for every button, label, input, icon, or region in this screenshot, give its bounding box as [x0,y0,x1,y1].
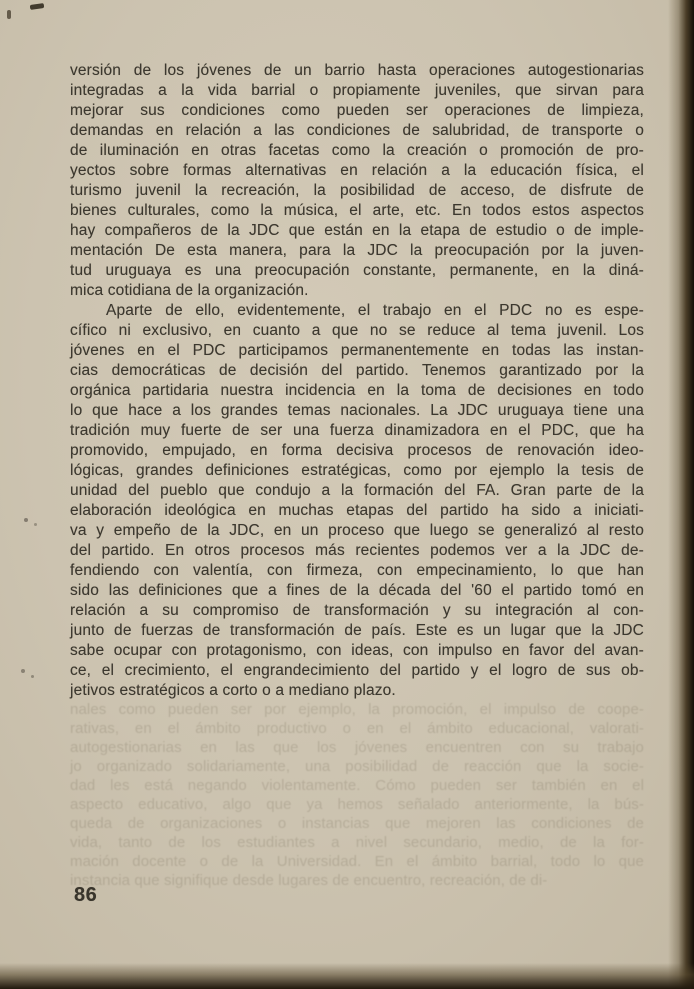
text-line: cias democráticas de decisión del partido. Tenemos garantizado por la [70,362,644,379]
body-text [70,61,644,701]
paragraph [70,301,644,701]
text-line: mica cotidiana de la organización. [70,282,309,299]
text-line: rativas, en el ámbito productivo o en el ámbito educacional, valorati- [70,720,644,737]
bottom-page-edge-shadow [0,963,694,989]
text-line: sido las definiciones que a fines de la década del '60 el partido tomó en [70,582,644,599]
text-line: turismo juvenil la recreación, la posibilidad de acceso, de disfrute de [70,182,644,199]
text-line: de iluminación en otras facetas como la creación o promoción de pro- [70,142,644,159]
text-line: cífico ni exclusivo, en cuanto a que no se reduce al tema juvenil. Los [70,322,644,339]
text-line: relación a su compromiso de transformación y su integración al con- [70,602,644,619]
paragraph [70,61,644,301]
text-line: lógicas, grandes definiciones estratégicas, como por ejemplo la tesis de [70,462,644,479]
text-line: instancia que signifique desde lugares de encuentro, recreación, de di- [70,872,548,889]
text-line: queda de organizaciones o instancias que mejoren las condiciones de [70,815,644,832]
text-line: demandas en relación a las condiciones de salubridad, de transporte o [70,122,644,139]
text-line: elaboración ideológica en muchas etapas del partido ha sido a iniciati- [70,502,644,519]
text-line: jetivos estratégicos a corto o a mediano plazo. [70,682,396,699]
text-line: unidad del pueblo que condujo a la formación del FA. Gran parte de la [70,482,644,499]
text-line: aspecto educativo, algo que ya hemos señalado anteriormente, la bús- [70,796,644,813]
page-number: 86 [74,884,98,906]
text-line: tud uruguaya es una preocupación constante, permanente, en la diná- [70,262,644,279]
text-line: sabe ocupar con protagonismo, con ideas, con impulso en favor del avan- [70,642,644,659]
ink-speck [21,669,25,673]
bleedthrough-text [70,700,644,890]
text-line: junto de fuerzas de transformación de país. Este es un lugar que la JDC [70,622,644,639]
text-line: va y empeño de la JDC, en un proceso que luego se generalizó al resto [70,522,644,539]
text-line: mejorar sus condiciones como pueden ser operaciones de limpieza, [70,102,644,119]
text-line: vida, tanto de los estudiantes a nivel secundario, medio, de la for- [70,834,644,851]
text-line: fendiendo con valentía, con firmeza, con empecinamiento, lo que han [70,562,644,579]
text-line: mentación De esta manera, para la JDC la preocupación por la juven- [70,242,644,259]
text-line: integradas a la vida barrial o propiamente juveniles, que sirvan para [70,82,644,99]
text-line: hay compañeros de la JDC que están en la etapa de estudio o de imple- [70,222,644,239]
text-line: autogestionarias en las que los jóvenes encuentren con su trabajo [70,739,644,756]
text-line: tradición muy fuerte de ser una fuerza dinamizadora en el PDC, que ha [70,422,644,439]
text-line: nales como pueden ser por ejemplo, la promoción, el impulso de coope- [70,701,644,718]
ink-speck [34,523,37,526]
text-line: promovido, empujado, en forma decisiva procesos de renovación ideo- [70,442,644,459]
ink-speck [24,518,28,522]
ink-speck-corner [7,10,11,19]
text-line: Aparte de ello, evidentemente, el trabajo en el PDC no es espe- [106,302,644,319]
text-line: jóvenes en el PDC participamos permanentemente en todas las instan- [70,342,644,359]
right-page-edge-shadow [668,0,694,989]
ink-mark-top [30,3,45,10]
text-line: bienes culturales, como la música, el arte, etc. En todos estos aspectos [70,202,644,219]
text-line: lo que hace a los grandes temas nacionales. La JDC uruguaya tiene una [70,402,644,419]
text-line: yectos sobre formas alternativas en relación a la educación física, el [70,162,644,179]
text-line: jo organizado solidariamente, una posibilidad de reacción que la socie- [70,758,644,775]
text-line: del partido. En otros procesos más recientes podemos ver a la JDC de- [70,542,644,559]
ink-speck [31,675,34,678]
text-line: ce, el crecimiento, el engrandecimiento del partido y el logro de sus ob- [70,662,644,679]
text-line: dad les está negando violentamente. Cómo pueden ser también en el [70,777,644,794]
text-line: orgánica partidaria nuestra incidencia en la toma de decisiones en todo [70,382,644,399]
text-line: versión de los jóvenes de un barrio hasta operaciones autogestionarias [70,62,644,79]
text-line: mación docente o de la Universidad. En el ámbito barrial, todo lo que [70,853,644,870]
